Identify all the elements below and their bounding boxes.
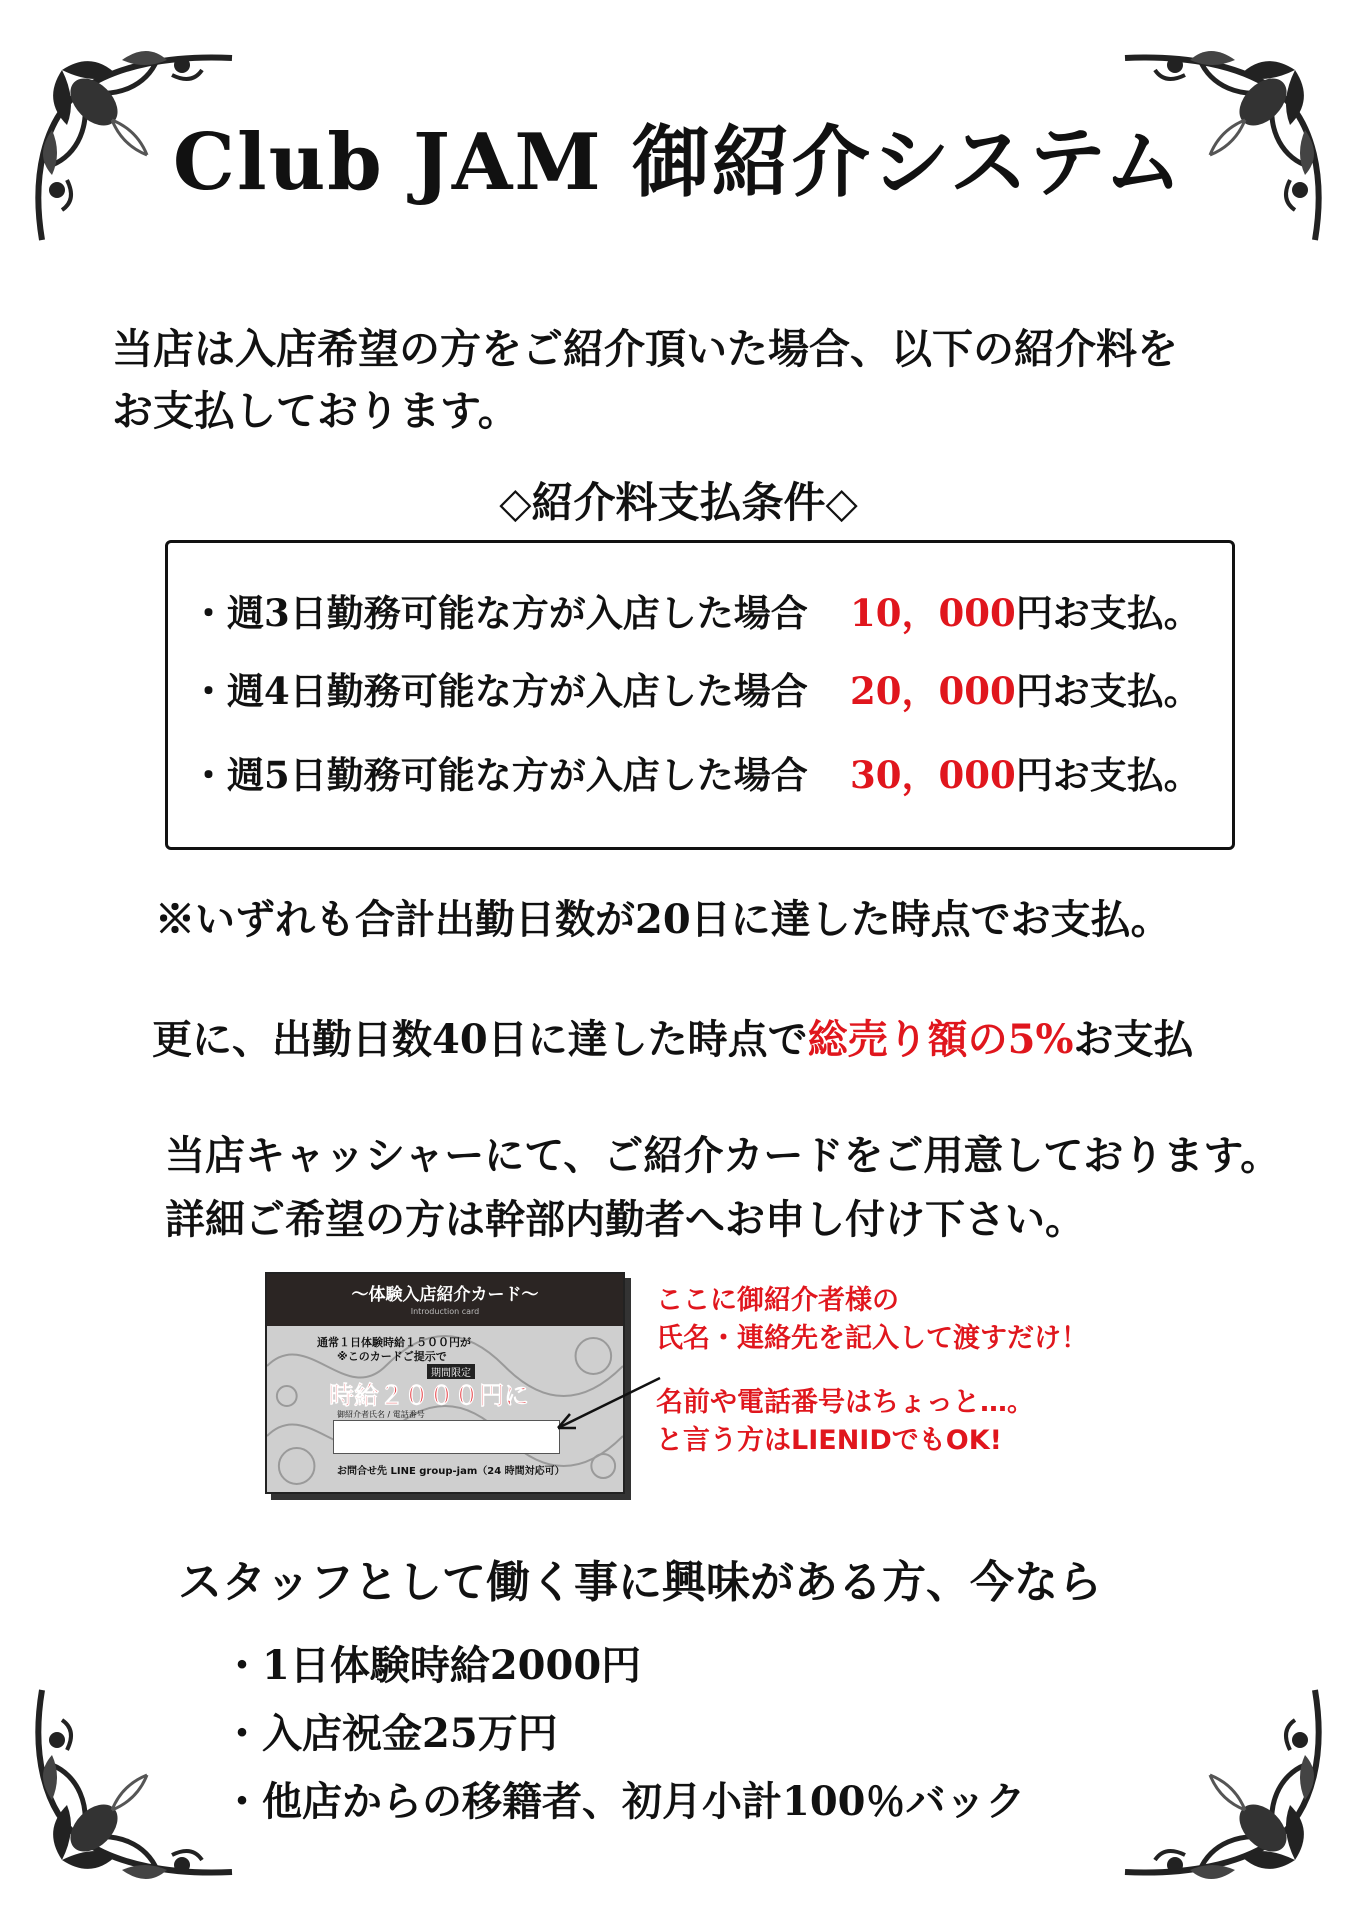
corner-ornament-bottom-left [22, 1670, 252, 1900]
conditions-heading: ◇紹介料支払条件◇ [499, 478, 858, 527]
callout-2-line-1: 名前や電話番号はちょっと…。 [656, 1387, 1034, 1418]
cashier-text [165, 1124, 1280, 1252]
condition-suffix: 円お支払。 [1015, 753, 1201, 797]
condition-label: ・週4日勤務可能な方が入店した場合 [190, 669, 808, 713]
benefit-item: ・他店からの移籍者、初月小計100％バック [222, 1778, 1026, 1825]
intro-line-1: 当店は入店希望の方をご紹介頂いた場合、以下の紹介料を [112, 325, 1178, 373]
condition-row-3days [190, 583, 1201, 637]
benefits-list [222, 1632, 1026, 1836]
staff-heading: スタッフとして働く事に興味がある方、今なら [178, 1557, 1102, 1608]
bonus-suffix: お支払 [1073, 1016, 1194, 1063]
bonus-prefix: 更に、出勤日数40日に達した時点で [152, 1016, 808, 1063]
conditions-box [165, 540, 1235, 850]
card-contact: お問合せ先 LINE group-jam（24 時間対応可） [337, 1466, 565, 1477]
cashier-line-1: 当店キャッシャーにて、ご紹介カードをご用意しております。 [165, 1132, 1281, 1179]
callout-2-line-2: と言う方はLIENIDでもOK! [656, 1425, 1002, 1456]
condition-amount: 20，000 [850, 669, 1016, 713]
card-header [267, 1274, 623, 1326]
card-title: ～体験入店紹介カード～ [351, 1285, 539, 1305]
arrow-icon [540, 1370, 670, 1440]
card-line-2: ※このカードご提示で [337, 1350, 447, 1363]
intro-text [112, 318, 1272, 442]
callout-line-id [656, 1384, 1034, 1460]
card-name-field [333, 1420, 560, 1454]
cashier-line-2: 詳細ご希望の方は幹部内勤者へお申し付け下さい。 [165, 1196, 1085, 1243]
condition-suffix: 円お支払。 [1015, 669, 1201, 713]
intro-line-2: お支払しております。 [112, 387, 519, 435]
condition-amount: 10，000 [850, 591, 1016, 635]
condition-label: ・週5日勤務可能な方が入店した場合 [190, 753, 808, 797]
condition-label: ・週3日勤務可能な方が入店した場合 [190, 591, 808, 635]
card-line-1: 通常１日体験時給１５００円が [317, 1336, 471, 1349]
callout-1-line-1: ここに御紹介者様の [656, 1285, 899, 1316]
bonus-highlight: 総売り額の5% [807, 1016, 1074, 1063]
condition-suffix: 円お支払。 [1015, 591, 1201, 635]
bonus-text [152, 1008, 1194, 1065]
card-limited-tag: 期間限定 [427, 1364, 475, 1379]
page-title: Club JAM 御紹介システム [172, 117, 1185, 208]
condition-amount: 30，000 [850, 753, 1016, 797]
payment-note: ※いずれも合計出勤日数が20日に達した時点でお支払。 [155, 896, 1171, 943]
card-field-label: 御紹介者氏名 / 電話番号 [337, 1410, 425, 1419]
callout-1-line-2: 氏名・連絡先を記入して渡すだけ！ [656, 1323, 1088, 1354]
card-subtitle: Introduction card [410, 1307, 480, 1316]
callout-fill-in [656, 1282, 1088, 1358]
benefit-item: ・1日体験時給2000円 [222, 1642, 642, 1689]
benefit-item: ・入店祝金25万円 [222, 1710, 558, 1757]
condition-row-4days [190, 661, 1201, 715]
corner-ornament-bottom-right [1105, 1670, 1335, 1900]
card-wage: 時給２０００円に [329, 1381, 530, 1410]
condition-row-5days [190, 745, 1201, 799]
